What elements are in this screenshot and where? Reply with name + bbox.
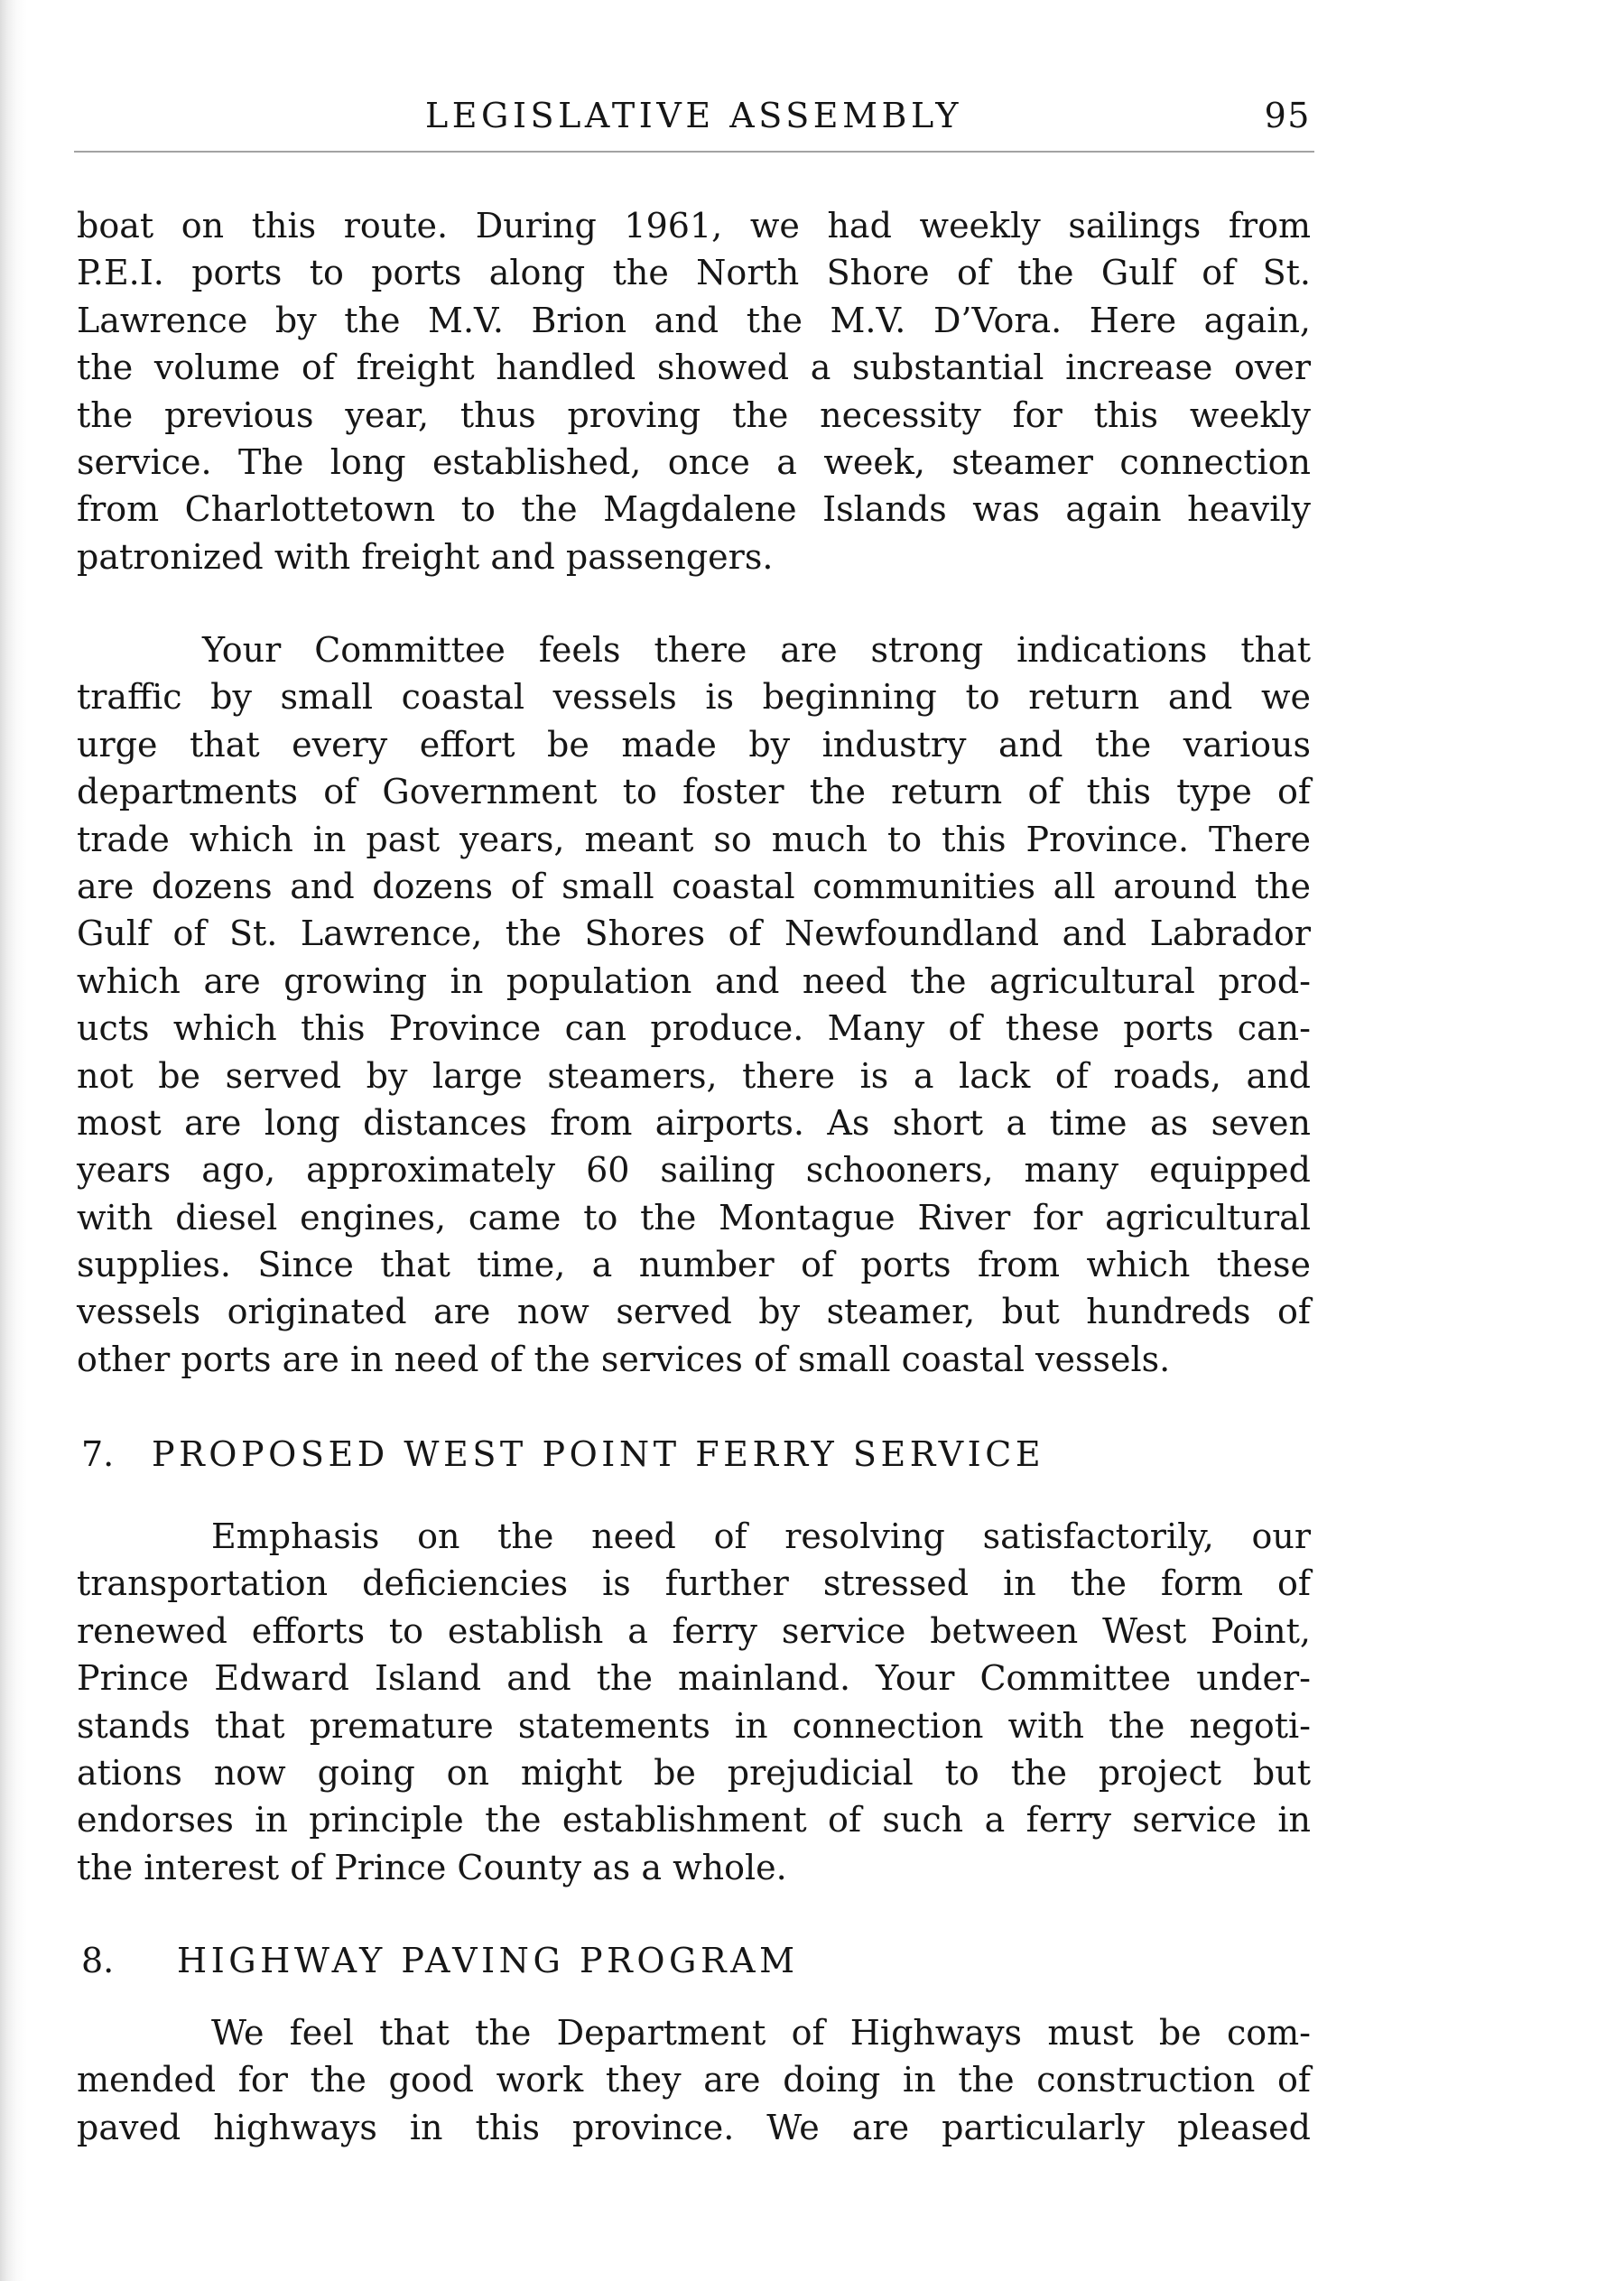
text-line: supplies. Since that time, a number of ports from which these	[77, 1245, 1311, 1285]
text-line: vessels originated are now served by steamer, but hundreds of	[77, 1292, 1311, 1332]
text-line: transportation deficiencies is further stressed in the form of	[77, 1563, 1311, 1604]
text-line: traffic by small coastal vessels is beginning to return and we	[77, 677, 1311, 718]
section-heading-8	[77, 1937, 1311, 1984]
text-line: with diesel engines, came to the Montague River for agricultural	[77, 1197, 1311, 1238]
text-line: ucts which this Province can produce. Many of these ports can-	[77, 1008, 1311, 1049]
section-number: 8.	[81, 1941, 115, 1980]
text-line: We feel that the Department of Highways must be com-	[211, 2013, 1311, 2053]
paragraph-1	[77, 202, 1311, 580]
text-line: boat on this route. During 1961, we had weekly sailings from	[77, 206, 1311, 246]
text-line: stands that premature statements in connection with the negoti-	[77, 1705, 1311, 1746]
text-line: service. The long established, once a week, steamer connection	[77, 441, 1311, 482]
text-line: other ports are in need of the services of small coastal vessels.	[77, 1339, 1171, 1379]
text-line: Emphasis on the need of resolving satisfactorily, our	[211, 1516, 1311, 1556]
running-head	[77, 92, 1311, 139]
text-line: urge that every effort be made by industry and the various	[77, 724, 1311, 765]
section-number: 7.	[81, 1434, 115, 1474]
section-title: HIGHWAY PAVING PROGRAM	[177, 1941, 799, 1980]
text-line: patronized with freight and passengers.	[77, 536, 774, 577]
text-line: mended for the good work they are doing in the construction of	[77, 2060, 1311, 2100]
paragraph-3	[77, 1513, 1311, 1891]
text-line: Gulf of St. Lawrence, the Shores of Newfoundland and Labrador	[77, 913, 1311, 954]
text-line: renewed efforts to establish a ferry service between West Point,	[77, 1610, 1311, 1651]
text-line: ations now going on might be prejudicial to the project but	[77, 1752, 1311, 1793]
text-line: the volume of freight handled showed a substantial increase over	[77, 348, 1311, 388]
text-line: Lawrence by the M.V. Brion and the M.V. D’Vora. Here again,	[77, 300, 1311, 340]
text-line: endorses in principle the establishment of such a ferry service in	[77, 1800, 1311, 1841]
text-line: the interest of Prince County as a whole.	[77, 1847, 787, 1887]
text-line: departments of Government to foster the return of this type of	[77, 772, 1311, 812]
text-line: P.E.I. ports to ports along the North Shore of the Gulf of St.	[77, 253, 1311, 293]
paragraph-4	[77, 2009, 1311, 2151]
text-line: not be served by large steamers, there is a lack of roads, and	[77, 1055, 1311, 1096]
section-title: PROPOSED WEST POINT FERRY SERVICE	[152, 1434, 1045, 1474]
text-line: are dozens and dozens of small coastal communities all around the	[77, 866, 1311, 906]
text-line: Your Committee feels there are strong indications that	[202, 630, 1311, 670]
section-heading-7	[77, 1431, 1311, 1478]
paragraph-2	[77, 626, 1311, 1383]
text-line: which are growing in population and need the agricultural prod-	[77, 960, 1311, 1001]
text-line: paved highways in this province. We are particularly pleased	[77, 2107, 1311, 2147]
running-head-title: LEGISLATIVE ASSEMBLY	[424, 96, 963, 135]
text-line: trade which in past years, meant so much to this Province. There	[77, 819, 1311, 859]
page-number: 95	[1264, 96, 1311, 135]
text-line: from Charlottetown to the Magdalene Islands was again heavily	[77, 489, 1311, 530]
text-line: years ago, approximately 60 sailing schooners, many equipped	[77, 1150, 1311, 1191]
text-line: most are long distances from airports. As short a time as seven	[77, 1102, 1311, 1143]
text-line: the previous year, thus proving the necessity for this weekly	[77, 394, 1311, 435]
header-rule	[74, 151, 1314, 153]
text-line: Prince Edward Island and the mainland. Your Committee under-	[77, 1658, 1311, 1699]
